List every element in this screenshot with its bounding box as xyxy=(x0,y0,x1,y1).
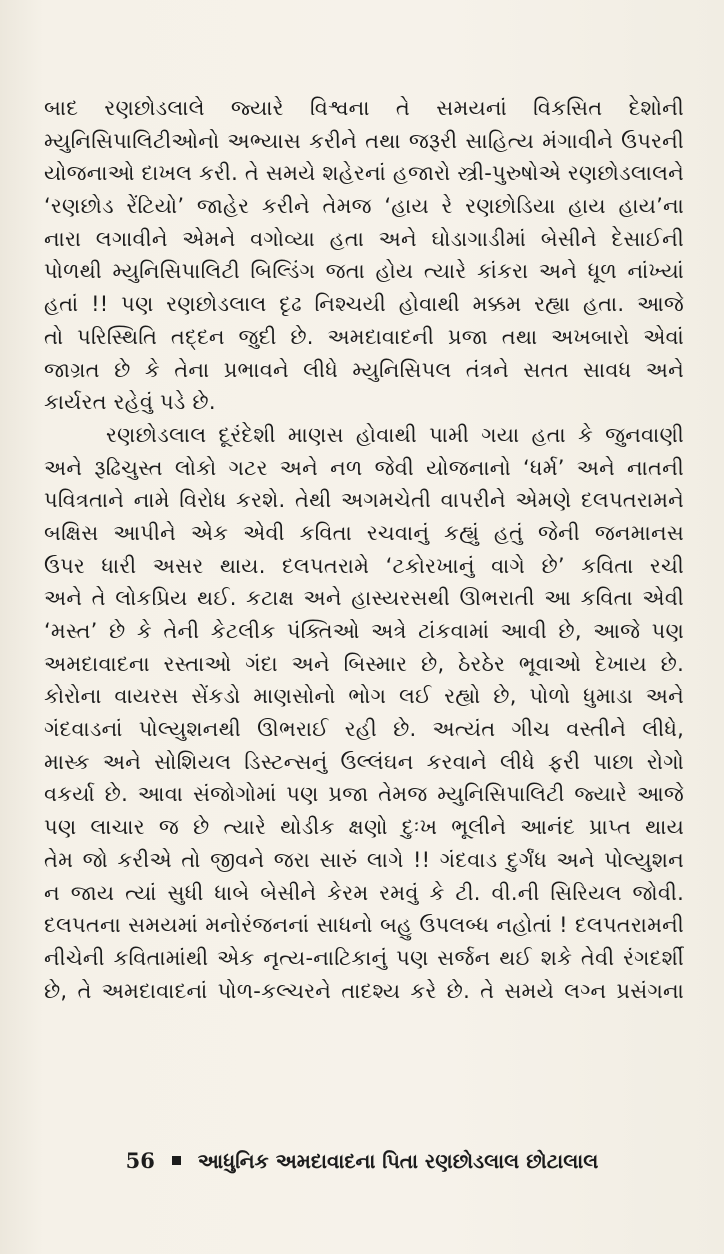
text-line: ગંદવાડનાં પોલ્યુશનથી ઊભરાઈ રહી છે. અત્યંત ગીચ વસ્તીને લીધે, xyxy=(44,717,684,742)
text-line: હતાં !! પણ રણછોડલાલ દૃઢ નિશ્ચયી હોવાથી મક્કમ રહ્યા હતા. આજે xyxy=(44,292,684,317)
text-line: પોળથી મ્યુનિસિપાલિટી બિલ્ડિંગ જતા હોય ત્યારે કાંકરા અને ધૂળ નાંખ્યાં xyxy=(44,259,684,284)
text-line: ‘મસ્ત’ છે કે તેની કેટલીક પંક્તિઓ અત્રે ટાંકવામાં આવી છે, આજે પણ xyxy=(44,619,684,643)
text-line: અને રૂઢિચુસ્ત લોકો ગટર અને નળ જેવી યોજનાનો ‘ધર્મ’ અને નાતની xyxy=(44,455,684,480)
text-line: માસ્ક અને સોશિયલ ડિસ્ટન્સનું ઉલ્લંઘન કરવાને લીધે ફરી પાછા રોગો xyxy=(44,749,684,774)
text-line: તેમ જો કરીએ તો જીવને જરા સારું લાગે !! ગંદવાડ દુર્ગંધ અને પોલ્યુશન xyxy=(44,847,684,872)
text-line: ન જાય ત્યાં સુધી ધાબે બેસીને કેરમ રમવું કે ટી. વી.ની સિરિયલ જોવી. xyxy=(44,880,684,905)
body-text xyxy=(44,92,684,1007)
text-line: ‘રણછોડ રેંટિયો’ જાહેર કરીને તેમજ ‘હાય રે રણછોડિયા હાય હાય’ના xyxy=(44,194,684,219)
text-line: પવિત્રતાને નામે વિરોધ કરશે. તેથી અગમચેતી વાપરીને એમણે દલપતરામને xyxy=(44,488,684,513)
square-bullet-icon xyxy=(172,1156,181,1165)
text-line: અમદાવાદના રસ્તાઓ ગંદા અને બિસ્માર છે, ઠેરઠેર ભૂવાઓ દેખાય છે. xyxy=(44,651,684,676)
text-line: વકર્યા છે. આવા સંજોગોમાં પણ પ્રજા તેમજ મ્યુનિસિપાલિટી જ્યારે આજે xyxy=(44,782,684,807)
text-line: નારા લગાવીને એમને વગોવ્યા હતા અને ઘોડાગાડીમાં બેસીને દેસાઈની xyxy=(44,226,684,251)
text-line: બાદ રણછોડલાલે જ્યારે વિશ્વના તે સમયનાં વિકસિત દેશોની xyxy=(44,96,684,120)
text-line: મ્યુનિસિપાલિટીઓનો અભ્યાસ કરીને તથા જરૂરી સાહિત્ય મંગાવીને ઉપરની xyxy=(44,128,684,153)
text-line: કોરોના વાયરસ સેંકડો માણસોનો ભોગ લઈ રહ્યો છે, પોળો ધુમાડા અને xyxy=(44,684,684,709)
text-line: કાર્યરત રહેવું પડે છે. xyxy=(44,390,216,415)
paragraph-1 xyxy=(44,92,684,419)
text-line: છે, તે અમદાવાદનાં પોળ-કલ્ચરને તાદશ્ય કરે છે. તે સમયે લગ્ન પ્રસંગના xyxy=(44,978,684,1003)
text-line: દલપતના સમયમાં મનોરંજનનાં સાધનો બહુ ઉપલબ્ધ નહોતાં ! દલપતરામની xyxy=(44,913,684,938)
text-line: બક્ષિસ આપીને એક એવી કવિતા રચવાનું કહ્યું હતું જેની જનમાનસ xyxy=(44,520,684,545)
text-line: યોજનાઓ દાખલ કરી. તે સમયે શહેરનાં હજારો સ્ત્રી-પુરુષોએ રણછોડલાલને xyxy=(44,161,684,186)
text-line: અને તે લોકપ્રિય થઈ. કટાક્ષ અને હાસ્યરસથી ઊભરાતી આ કવિતા એવી xyxy=(44,586,684,611)
text-line: ઉપર ધારી અસર થાય. દલપતરામે ‘ટકોરખાનું વાગે છે’ કવિતા રચી xyxy=(44,553,684,578)
text-line: રણછોડલાલ દૂરંદેશી માણસ હોવાથી પામી ગયા હતા કે જુનવાણી xyxy=(106,422,684,447)
text-line: પણ લાચાર જ છે ત્યારે થોડીક ક્ષણો દુઃખ ભૂલીને આનંદ પ્રાપ્ત થાય xyxy=(44,815,684,840)
page-footer xyxy=(0,1148,724,1173)
running-title: આધુનિક અમદાવાદના પિતા રણછોડલાલ છોટાલાલ xyxy=(197,1149,599,1173)
page-number: 56 xyxy=(125,1148,155,1173)
text-line: નીચેની કવિતામાંથી એક નૃત્ય-નાટિકાનું પણ સર્જન થઈ શકે તેવી રંગદર્શી xyxy=(44,945,684,970)
paragraph-2 xyxy=(44,419,684,1007)
text-line: તો પરિસ્થિતિ તદ્દન જુદી છે. અમદાવાદની પ્રજા તથા અખબારો એવાં xyxy=(44,324,684,349)
text-line: જાગ્રત છે કે તેના પ્રભાવને લીધે મ્યુનિસિપલ તંત્રને સતત સાવધ અને xyxy=(44,357,684,382)
